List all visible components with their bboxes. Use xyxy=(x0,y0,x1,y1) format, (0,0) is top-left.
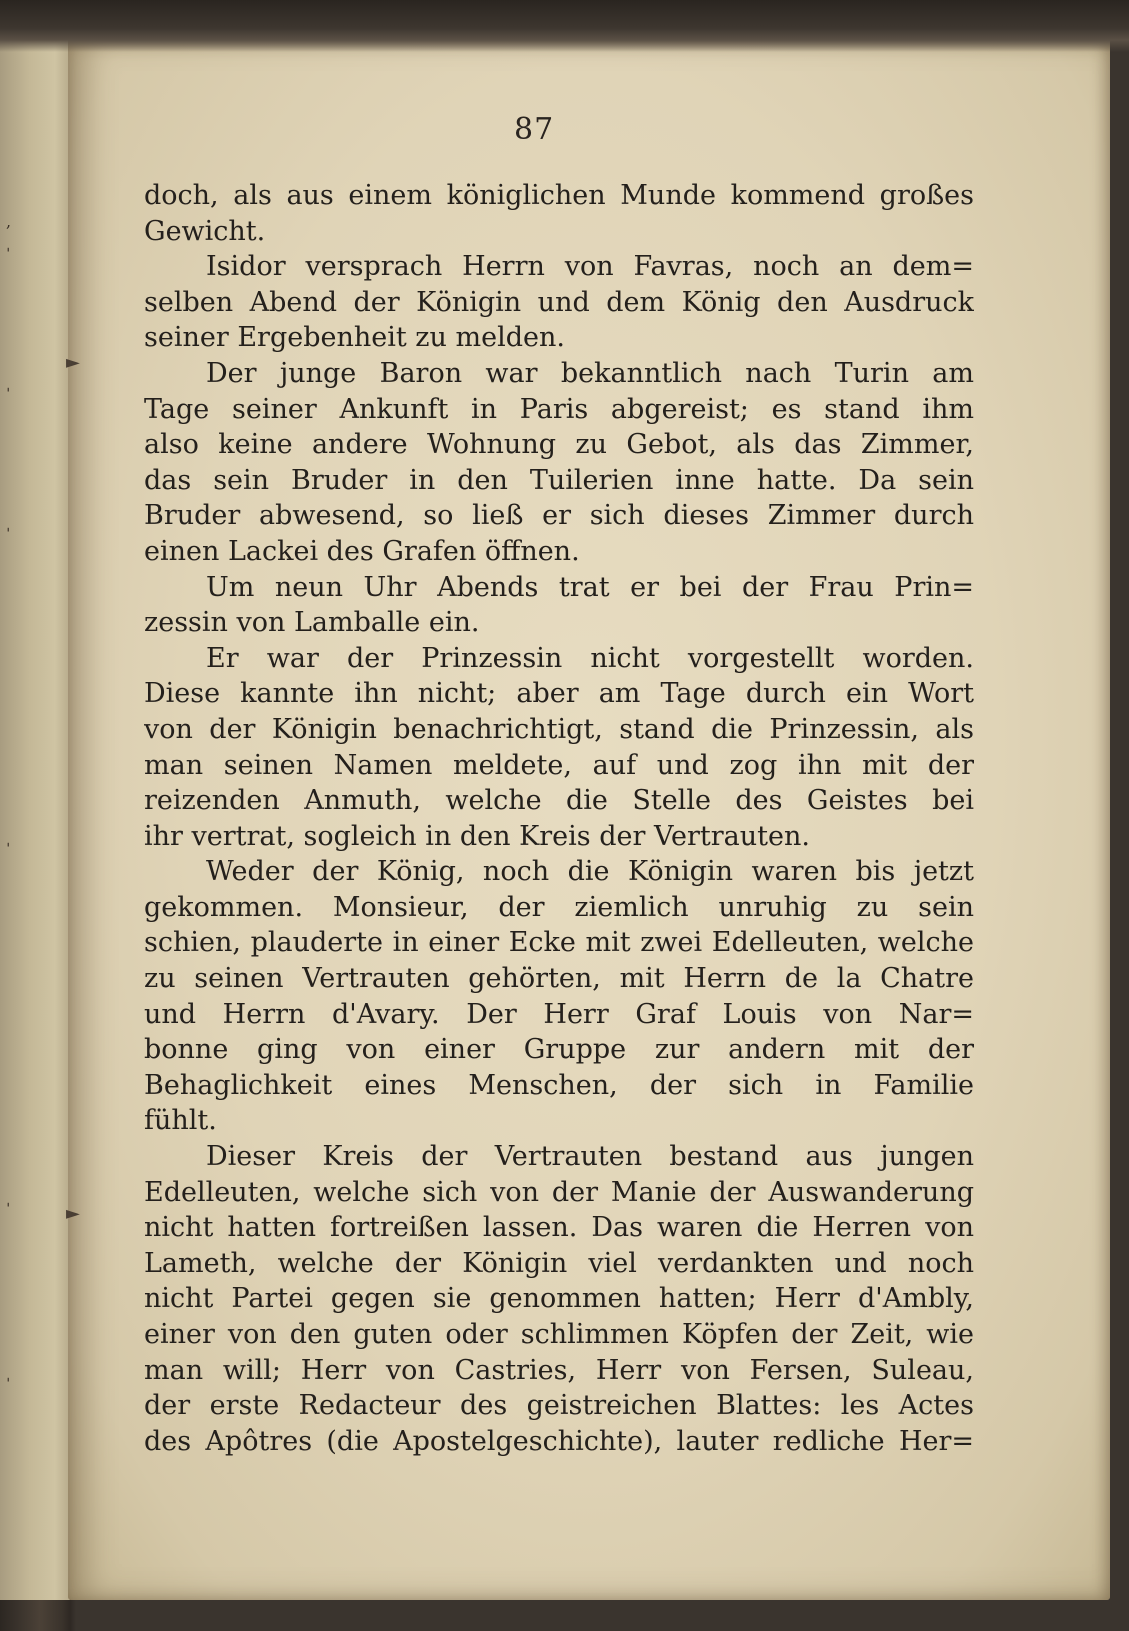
text-line: nicht hatten fortreißen lassen. Das waren die Herren von xyxy=(144,1212,974,1244)
text-line: einer von den guten oder schlimmen Köpfen der Zeit, wie xyxy=(144,1319,974,1350)
text-line: einen Lackei des Grafen öffnen. xyxy=(144,535,580,567)
text-line: Weder der König, noch die Königin waren bis jetzt xyxy=(206,856,974,888)
text-line: bonne ging von einer Gruppe zur andern mit der xyxy=(144,1034,974,1066)
text-line: gekommen. Monsieur, der ziemlich unruhig zu sein xyxy=(144,891,974,923)
margin-mark: , xyxy=(6,212,12,231)
text-line: Dieser Kreis der Vertrauten bestand aus jungen xyxy=(206,1141,974,1173)
page-number: 87 xyxy=(514,112,555,147)
text-line: Bruder abwesend, so ließ er sich dieses Zimmer durch xyxy=(144,500,974,532)
page-top-shadow xyxy=(0,0,1129,52)
text-line: ihr vertrat, sogleich in den Kreis der Vertrauten. xyxy=(144,820,810,852)
text-line: Der junge Baron war bekanntlich nach Turin am xyxy=(206,357,974,389)
margin-mark: ˈ xyxy=(6,840,11,859)
text-line: von der Königin benachrichtigt, stand die Prinzessin, als xyxy=(144,713,974,745)
arrow-icon: ► xyxy=(66,352,80,373)
body-text xyxy=(144,178,974,1459)
text-line: Behaglichkeit eines Menschen, der sich in Familie xyxy=(144,1069,974,1101)
text-line: reizenden Anmuth, welche die Stelle des Geistes bei xyxy=(144,785,974,817)
text-line: Gewicht. xyxy=(144,215,266,247)
text-line: zessin von Lamballe ein. xyxy=(144,607,480,639)
margin-mark: ˈ xyxy=(6,245,11,264)
margin-mark: ˈ xyxy=(6,525,11,544)
text-line: und Herrn d'Avary. Der Herr Graf Louis von Nar= xyxy=(144,998,974,1030)
text-line: Er war der Prinzessin nicht vorgestellt worden. xyxy=(206,642,974,674)
text-line: Tage seiner Ankunft in Paris abgereist; es stand ihm xyxy=(144,393,974,425)
text-line: Edelleuten, welche sich von der Manie der Auswanderung xyxy=(144,1176,974,1208)
text-line: Isidor versprach Herrn von Favras, noch an dem= xyxy=(206,251,974,283)
text-line: Diese kannte ihn nicht; aber am Tage durch ein Wort xyxy=(144,678,974,710)
margin-mark: ˈ xyxy=(6,385,11,404)
text-line: der erste Redacteur des geistreichen Blattes: les Actes xyxy=(144,1390,974,1422)
text-line: man will; Herr von Castries, Herr von Fersen, Suleau, xyxy=(144,1354,974,1386)
text-line: des Apôtres (die Apostelgeschichte), lauter redliche Her= xyxy=(144,1425,974,1457)
text-line: man seinen Namen meldete, auf und zog ihn mit der xyxy=(144,749,974,781)
arrow-icon: ► xyxy=(66,1203,80,1224)
text-line: das sein Bruder in den Tuilerien inne hatte. Da sein xyxy=(144,464,974,496)
margin-mark: ˈ xyxy=(6,1200,11,1219)
previous-page-margin xyxy=(0,0,80,1631)
text-line: zu seinen Vertrauten gehörten, mit Herrn de la Chatre xyxy=(144,963,974,995)
text-line: also keine andere Wohnung zu Gebot, als das Zimmer, xyxy=(144,429,974,461)
text-line: Lameth, welche der Königin viel verdankten und noch xyxy=(144,1247,974,1279)
text-line: selben Abend der Königin und dem König den Ausdruck xyxy=(144,286,974,318)
text-line: seiner Ergebenheit zu melden. xyxy=(144,322,565,354)
text-line: nicht Partei gegen sie genommen hatten; Herr d'Ambly, xyxy=(144,1283,974,1315)
margin-mark: ˈ xyxy=(6,1375,11,1394)
text-line: schien, plauderte in einer Ecke mit zwei Edelleuten, welche xyxy=(144,927,974,959)
text-line: doch, als aus einem königlichen Munde kommend großes xyxy=(144,180,974,211)
text-line: fühlt. xyxy=(144,1105,217,1137)
text-line: Um neun Uhr Abends trat er bei der Frau Prin= xyxy=(206,571,974,603)
